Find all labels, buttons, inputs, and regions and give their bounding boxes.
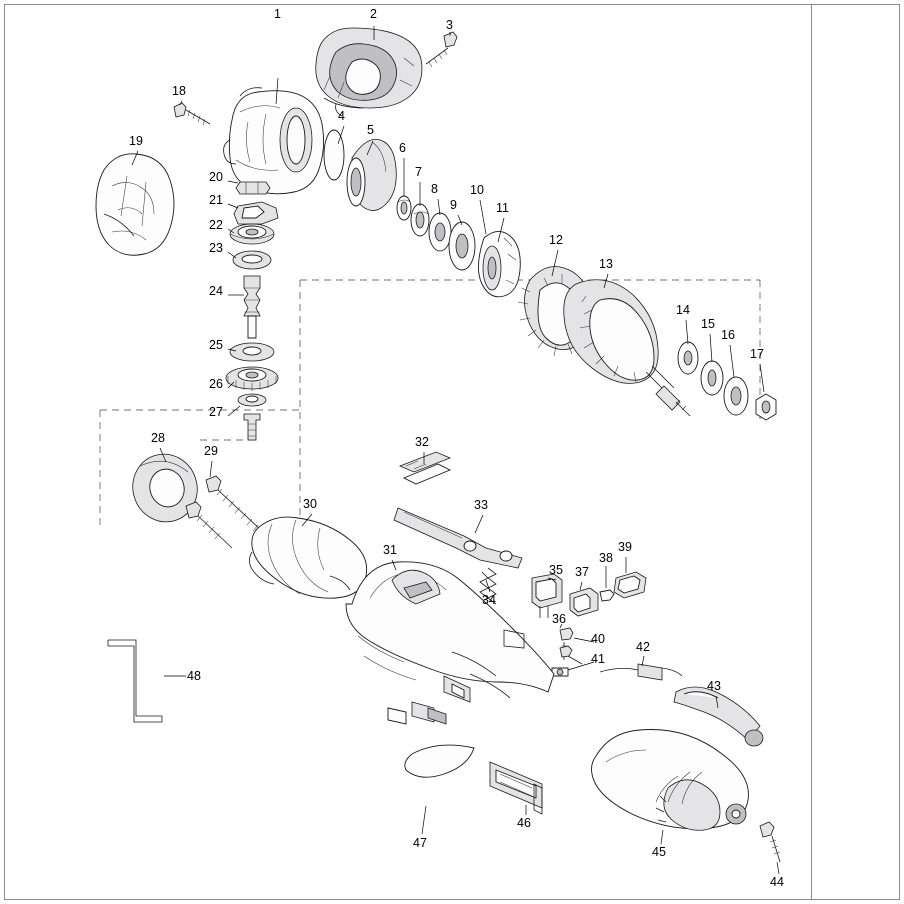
callout-17: 17 [750, 347, 764, 361]
part-24-spindle [244, 276, 260, 338]
part-38-small-part [600, 590, 614, 601]
callout-19: 19 [129, 134, 143, 148]
callout-41: 41 [591, 652, 605, 666]
part-26-gear [226, 367, 278, 391]
part-48-hex-key [108, 640, 162, 722]
part-22-bearing [230, 224, 274, 244]
callout-20: 20 [209, 170, 223, 184]
callout-24: 24 [209, 284, 223, 298]
callout-3: 3 [446, 18, 453, 32]
callout-40: 40 [591, 632, 605, 646]
part-46-battery-pack [490, 762, 542, 814]
callout-11: 11 [496, 201, 509, 215]
part-21-lock-plate [234, 202, 278, 224]
callout-5: 5 [367, 123, 374, 137]
callout-27: 27 [209, 405, 223, 419]
callout-38: 38 [599, 551, 613, 565]
part-27-washer-screw [238, 394, 266, 440]
part-19-handle-cover [96, 154, 174, 255]
parts-40-41-fasteners [552, 646, 582, 676]
part-25-washer [230, 343, 274, 361]
part-3-screw [426, 32, 457, 67]
callout-42: 42 [636, 640, 650, 654]
callout-35: 35 [549, 563, 563, 577]
callout-25: 25 [209, 338, 223, 352]
part-23-ring [233, 251, 271, 269]
callout-23: 23 [209, 241, 223, 255]
part-32-switch-pad [400, 452, 450, 484]
part-28-ring-seal [124, 446, 206, 530]
part-42-lead-wire [600, 664, 682, 680]
callout-7: 7 [415, 165, 422, 179]
callout-1: 1 [274, 7, 281, 21]
callout-12: 12 [549, 233, 563, 247]
callout-48: 48 [187, 669, 201, 683]
part-5-bearing-retainer [347, 139, 396, 210]
callout-21: 21 [209, 193, 223, 207]
part-1-gear-housing [224, 88, 324, 194]
part-20-clip [236, 182, 270, 194]
callout-18: 18 [172, 84, 186, 98]
construction-lines [100, 280, 760, 560]
callout-26: 26 [209, 377, 223, 391]
callout-30: 30 [303, 497, 317, 511]
callout-4: 4 [338, 109, 345, 123]
callout-44: 44 [770, 875, 784, 889]
callout-9: 9 [450, 198, 457, 212]
callout-43: 43 [707, 679, 721, 693]
callout-31: 31 [383, 543, 397, 557]
callout-16: 16 [721, 328, 735, 342]
part-4-plate [324, 130, 344, 180]
callout-47: 47 [413, 836, 427, 850]
callout-8: 8 [431, 182, 438, 196]
part-39-carbon-brush [614, 572, 646, 598]
part-18-screw [174, 103, 210, 125]
part-45-rear-housing [592, 730, 749, 831]
callout-36: 36 [552, 612, 566, 626]
callout-15: 15 [701, 317, 715, 331]
callout-13: 13 [599, 257, 613, 271]
parts-10-11-fan [478, 231, 520, 296]
callout-32: 32 [415, 435, 429, 449]
callout-29: 29 [204, 444, 218, 458]
callout-39: 39 [618, 540, 632, 554]
part-47-label [405, 745, 474, 777]
part-30-sleeve [249, 517, 366, 598]
part-44-screw [760, 822, 780, 862]
callout-34: 34 [482, 593, 496, 607]
callout-45: 45 [652, 845, 666, 859]
callout-33: 33 [474, 498, 488, 512]
callout-14: 14 [676, 303, 690, 317]
callout-2: 2 [370, 7, 377, 21]
part-33-lever-arm [394, 508, 522, 568]
callout-37: 37 [575, 565, 589, 579]
part-37-bracket [570, 588, 598, 616]
callout-22: 22 [209, 218, 223, 232]
part-13-armature [564, 280, 690, 416]
callout-10: 10 [470, 183, 484, 197]
callout-6: 6 [399, 141, 406, 155]
part-2-front-cover [316, 28, 422, 116]
parts-6-9-bearings [397, 196, 475, 270]
callout-46: 46 [517, 816, 531, 830]
part-31-motor-housing [346, 562, 554, 724]
callout-28: 28 [151, 431, 165, 445]
